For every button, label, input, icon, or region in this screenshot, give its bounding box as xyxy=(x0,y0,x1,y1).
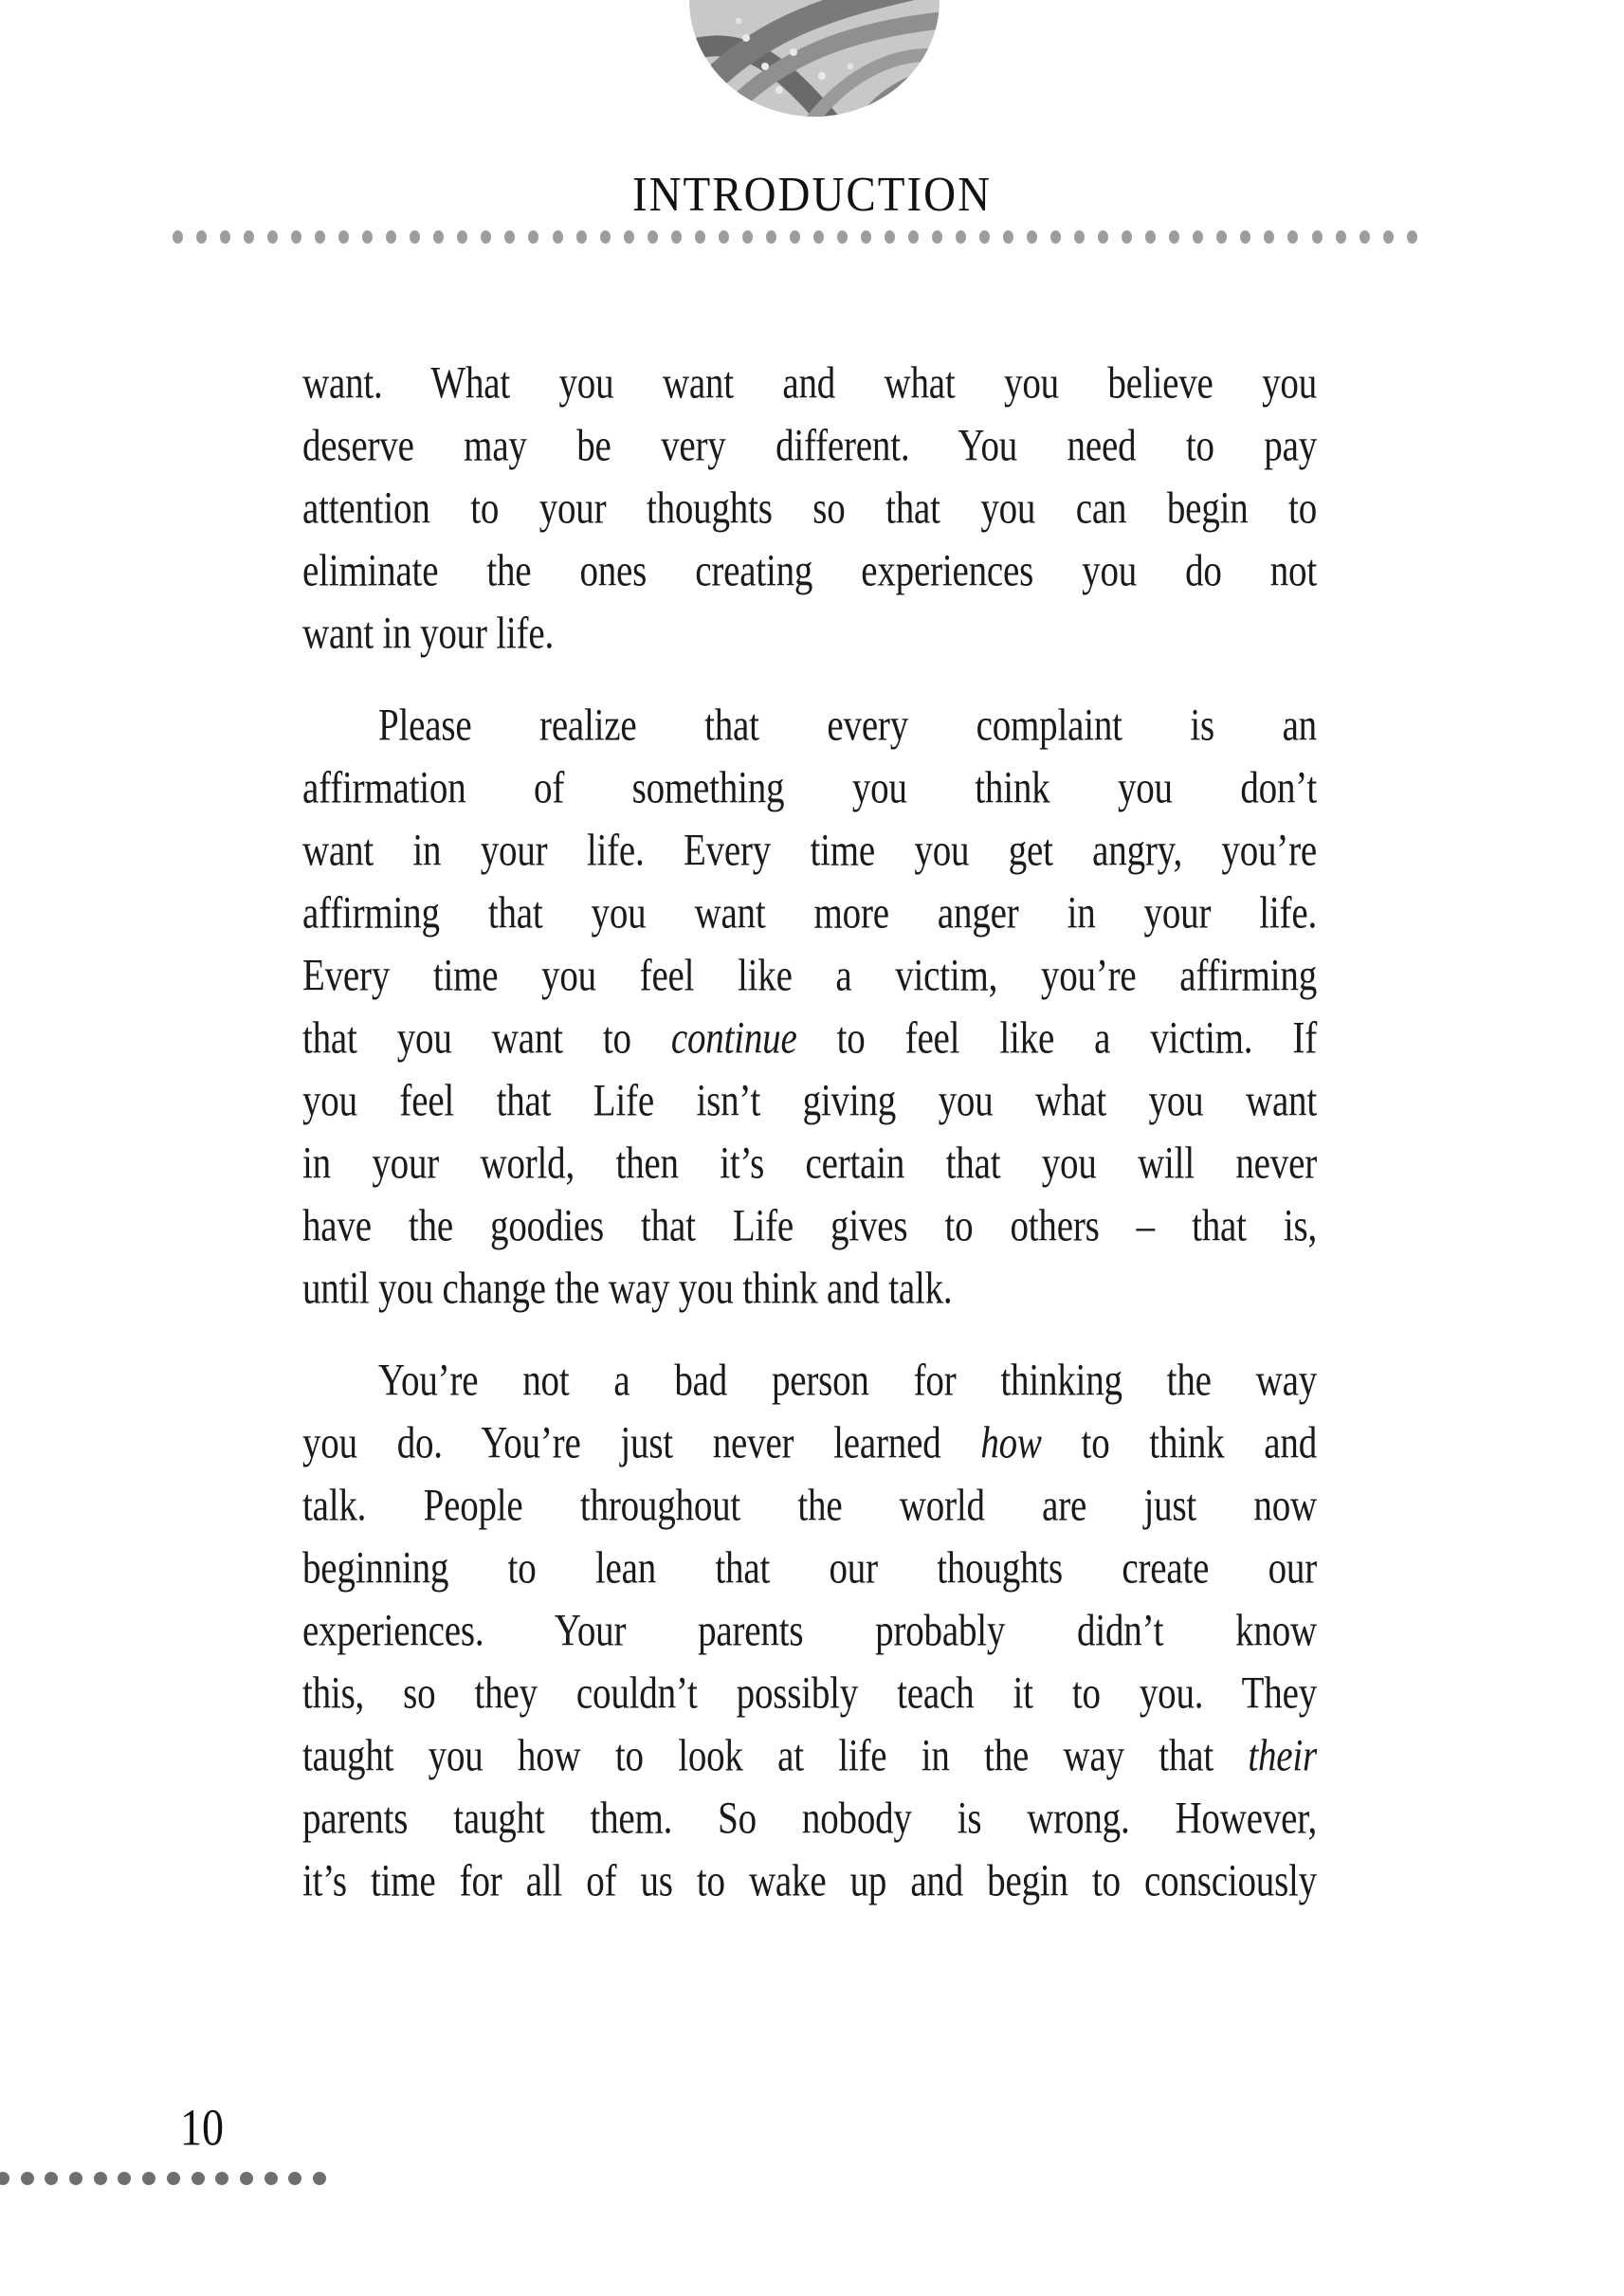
divider-dot xyxy=(932,230,942,244)
divider-dot xyxy=(167,2172,180,2185)
header-dotted-divider xyxy=(173,230,1417,244)
text-line: this, so they couldn’t possibly teach it to you. They xyxy=(302,1668,1317,1719)
divider-dot xyxy=(1169,230,1179,244)
text-line: attention to your thoughts so that you can begin to xyxy=(302,483,1317,534)
divider-dot xyxy=(1027,230,1037,244)
text-line: in your world, then it’s certain that you will never xyxy=(302,1139,1317,1189)
divider-dot xyxy=(1312,230,1323,244)
divider-dot xyxy=(1359,230,1370,244)
divider-dot xyxy=(1287,230,1298,244)
divider-dot xyxy=(742,230,753,244)
divider-dot xyxy=(885,230,895,244)
text-line: taught you how to look at life in the way that their xyxy=(302,1731,1317,1781)
divider-dot xyxy=(288,2172,301,2185)
divider-dot xyxy=(196,230,207,244)
divider-dot xyxy=(142,2172,155,2185)
text-line: you feel that Life isn’t giving you what you want xyxy=(302,1076,1317,1126)
divider-dot xyxy=(695,230,705,244)
divider-dot xyxy=(457,230,467,244)
divider-dot xyxy=(671,230,682,244)
divider-dot xyxy=(1383,230,1394,244)
divider-dot xyxy=(362,230,373,244)
divider-dot xyxy=(908,230,919,244)
text-line: deserve may be very different. You need to pay xyxy=(302,421,1317,471)
divider-dot xyxy=(648,230,658,244)
divider-dot xyxy=(528,230,538,244)
divider-dot xyxy=(265,2172,278,2185)
text-line: parents taught them. So nobody is wrong. However, xyxy=(302,1794,1317,1844)
divider-dot xyxy=(118,2172,131,2185)
divider-dot xyxy=(386,230,396,244)
paragraph xyxy=(302,695,1317,1321)
paragraph xyxy=(302,353,1317,665)
divider-dot xyxy=(1336,230,1346,244)
divider-dot xyxy=(1074,230,1085,244)
divider-dot xyxy=(504,230,515,244)
divider-dot xyxy=(315,230,325,244)
divider-dot xyxy=(410,230,420,244)
divider-dot xyxy=(433,230,444,244)
divider-dot xyxy=(1145,230,1156,244)
divider-dot xyxy=(553,230,563,244)
divider-dot xyxy=(0,2172,9,2185)
body-text xyxy=(302,353,1317,1913)
text-line: affirming that you want more anger in your life. xyxy=(302,888,1317,938)
divider-dot xyxy=(1122,230,1132,244)
text-line: talk. People throughout the world are just now xyxy=(302,1481,1317,1531)
divider-dot xyxy=(291,230,301,244)
divider-dot xyxy=(790,230,800,244)
divider-dot xyxy=(481,230,491,244)
divider-dot xyxy=(837,230,848,244)
divider-dot xyxy=(192,2172,205,2185)
text-line: until you change the way you think and talk. xyxy=(302,1264,953,1314)
divider-dot xyxy=(719,230,729,244)
divider-dot xyxy=(244,230,254,244)
footer-dotted-divider xyxy=(0,2172,326,2185)
divider-dot xyxy=(21,2172,34,2185)
text-line: beginning to lean that our thoughts create our xyxy=(302,1543,1317,1594)
text-line: have the goodies that Life gives to others – that is, xyxy=(302,1201,1317,1251)
text-line: Please realize that every complaint is an xyxy=(378,701,1317,751)
text-line: that you want to continue to feel like a victim. If xyxy=(302,1013,1317,1064)
divider-dot xyxy=(1407,230,1417,244)
divider-dot xyxy=(240,2172,253,2185)
divider-dot xyxy=(313,2172,326,2185)
divider-dot xyxy=(267,230,278,244)
divider-dot xyxy=(766,230,776,244)
text-line: Every time you feel like a victim, you’re affirming xyxy=(302,951,1317,1001)
divider-dot xyxy=(173,230,183,244)
divider-dot xyxy=(1050,230,1061,244)
divider-dot xyxy=(69,2172,82,2185)
text-line: want in your life. Every time you get angry, you’re xyxy=(302,826,1317,876)
paragraph xyxy=(302,1350,1317,1913)
text-line: You’re not a bad person for thinking the way xyxy=(378,1356,1317,1406)
divider-dot xyxy=(1240,230,1250,244)
divider-dot xyxy=(861,230,871,244)
text-line: affirmation of something you think you don’t xyxy=(302,763,1317,813)
divider-dot xyxy=(220,230,230,244)
text-line: it’s time for all of us to wake up and begin to consciously xyxy=(302,1856,1317,1906)
divider-dot xyxy=(338,230,349,244)
divider-dot xyxy=(215,2172,228,2185)
divider-dot xyxy=(1098,230,1108,244)
feather-ornament-image xyxy=(689,0,940,118)
text-line: want. What you want and what you believe you xyxy=(302,358,1317,409)
divider-dot xyxy=(600,230,611,244)
chapter-title: INTRODUCTION xyxy=(631,168,993,223)
divider-dot xyxy=(979,230,990,244)
feather-ornament-icon xyxy=(689,0,940,118)
divider-dot xyxy=(94,2172,107,2185)
divider-dot xyxy=(813,230,824,244)
divider-dot xyxy=(624,230,634,244)
text-line: eliminate the ones creating experiences you do not xyxy=(302,546,1317,596)
text-line: you do. You’re just never learned how to think and xyxy=(302,1418,1317,1468)
divider-dot xyxy=(1003,230,1013,244)
page-number: 10 xyxy=(180,2098,224,2157)
text-line: want in your life. xyxy=(302,609,555,659)
divider-dot xyxy=(1264,230,1274,244)
divider-dot xyxy=(45,2172,58,2185)
divider-dot xyxy=(1216,230,1227,244)
divider-dot xyxy=(576,230,587,244)
divider-dot xyxy=(1193,230,1203,244)
text-line: experiences. Your parents probably didn’t know xyxy=(302,1606,1317,1656)
divider-dot xyxy=(956,230,966,244)
